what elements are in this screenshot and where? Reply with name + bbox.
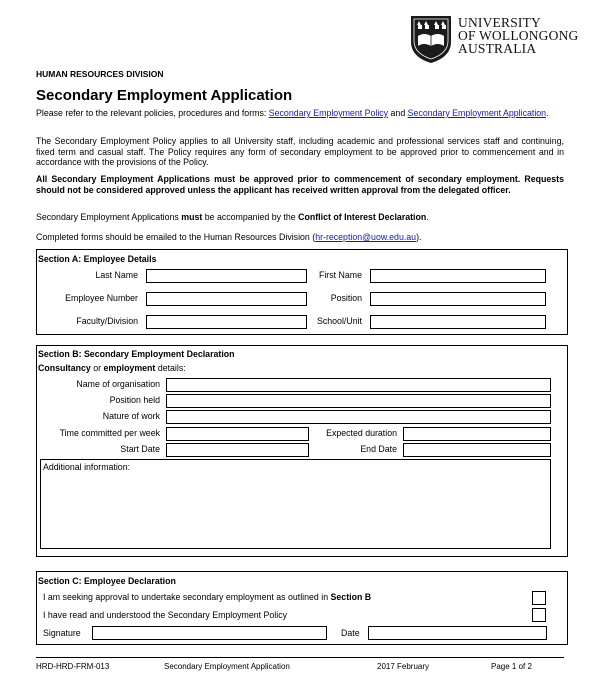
declaration-date-field[interactable] [368, 626, 547, 640]
organisation-name-label: Name of organisation [76, 379, 160, 389]
position-held-label: Position held [109, 395, 160, 405]
time-committed-label: Time committed per week [59, 428, 160, 438]
policy-paragraph: The Secondary Employment Policy applies to all University staff, including academic and professional services staff and continuing, fixed term and casual staff. The Policy requires any form of secondary employment to be approved prior to commencement and in accordance with the provisions of the Policy. [36, 136, 564, 167]
employee-number-field[interactable] [146, 292, 307, 306]
expected-duration-field[interactable] [403, 427, 551, 441]
signature-label: Signature [43, 628, 81, 638]
section-c-title: Section C: Employee Declaration [38, 576, 176, 586]
declaration-date-label: Date [341, 628, 360, 638]
position-label: Position [330, 293, 362, 303]
first-name-label: First Name [318, 270, 362, 280]
first-name-field[interactable] [370, 269, 546, 283]
university-name-line-1: UNIVERSITY [458, 15, 541, 30]
position-held-field[interactable] [166, 394, 551, 408]
start-date-label: Start Date [120, 444, 160, 454]
section-c-employee-declaration [36, 571, 568, 645]
conflict-of-interest-note: Secondary Employment Applications must be accompanied by the Conflict of Interest Declaration. [36, 212, 429, 222]
faculty-field[interactable] [146, 315, 307, 329]
declaration-policy-read-text: I have read and understood the Secondary Employment Policy [43, 610, 288, 620]
footer-form-code: HRD-HRD-FRM-013 [36, 662, 110, 671]
section-b-employment-declaration [36, 345, 568, 557]
email-instructions: Completed forms should be emailed to the Human Resources Division (hr-reception@uow.edu.au). [36, 232, 422, 242]
additional-information-field[interactable] [40, 459, 551, 549]
nature-of-work-field[interactable] [166, 410, 551, 424]
footer-page-number: Page 1 of 2 [491, 662, 532, 671]
declaration-seeking-approval-text: I am seeking approval to undertake secondary employment as outlined in Section B [43, 592, 372, 602]
university-crest-logo [409, 14, 453, 64]
time-committed-field[interactable] [166, 427, 309, 441]
end-date-label: End Date [360, 444, 397, 454]
additional-information-label: Additional information: [43, 462, 131, 472]
school-label: School/Unit [317, 316, 362, 326]
section-b-subheading: Consultancy or employment details: [38, 363, 186, 373]
section-a-title: Section A: Employee Details [38, 254, 157, 264]
secondary-employment-policy-link[interactable]: Secondary Employment Policy [268, 108, 389, 118]
declaration-policy-read-checkbox[interactable] [532, 608, 546, 622]
section-a-employee-details [36, 249, 568, 335]
signature-field[interactable] [92, 626, 327, 640]
end-date-field[interactable] [403, 443, 551, 457]
footer-divider [36, 657, 564, 658]
employee-number-label: Employee Number [65, 293, 138, 303]
university-name-line-2: OF WOLLONGONG [458, 28, 579, 43]
faculty-label: Faculty/Division [76, 316, 138, 326]
start-date-field[interactable] [166, 443, 309, 457]
last-name-label: Last Name [95, 270, 138, 280]
section-b-title: Section B: Secondary Employment Declaration [38, 349, 235, 359]
approval-warning-paragraph: All Secondary Employment Applications must be approved prior to commencement of secondary employment. Requests should not be considered approved unless the applicant has received written approval from the delegated officer. [36, 174, 564, 195]
expected-duration-label: Expected duration [326, 428, 397, 438]
declaration-seeking-approval-checkbox[interactable] [532, 591, 546, 605]
division-heading: HUMAN RESOURCES DIVISION [36, 69, 164, 79]
school-field[interactable] [370, 315, 546, 329]
hr-email-link[interactable]: hr-reception@uow.edu.au [315, 232, 417, 242]
nature-of-work-label: Nature of work [102, 411, 160, 421]
footer-date: 2017 February [377, 662, 430, 671]
last-name-field[interactable] [146, 269, 307, 283]
position-field[interactable] [370, 292, 546, 306]
university-name-line-3: AUSTRALIA [458, 41, 537, 56]
intro-refer-paragraph: Please refer to the relevant policies, procedures and forms: Secondary Employment Policy and Secondary Employment Application. [36, 108, 549, 118]
footer-form-name: Secondary Employment Application [164, 662, 290, 671]
page-title: Secondary Employment Application [36, 87, 293, 104]
organisation-name-field[interactable] [166, 378, 551, 392]
secondary-employment-application-link[interactable]: Secondary Employment Application [407, 108, 547, 118]
